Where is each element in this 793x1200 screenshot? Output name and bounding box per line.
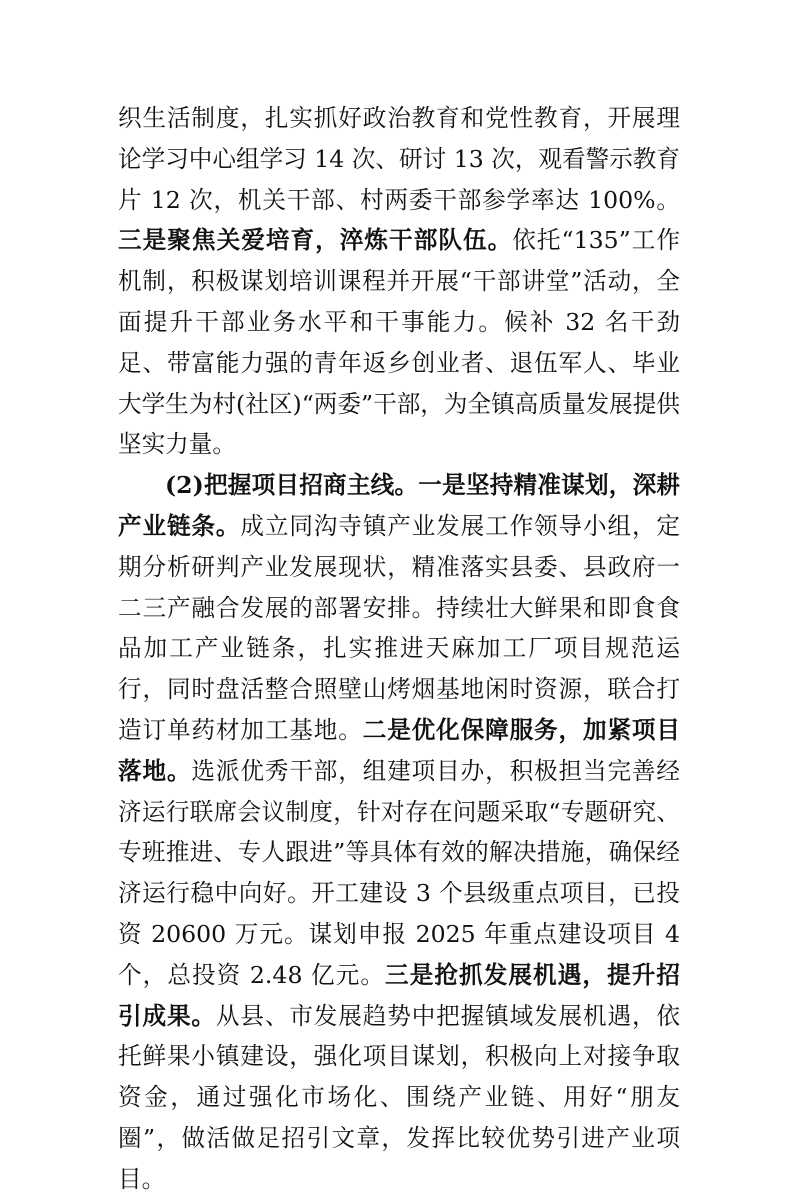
paragraph-2-text-2: 选派优秀干部，组建项目办，积极担当完善经济运行联席会议制度，针对存在问题采取“专题研究、专班推进、专人跟进”等具体有效的解决措施，确保经济运行稳中向好。开工建设 3 个县级重点项目，已投资 20600 万元。谋划申报 2025 年重点建设项目 4 个，总投资 2.48 亿元。 [118,756,681,989]
document-body [118,98,680,1200]
paragraph-2-text-3: 从县、市发展趋势中把握镇域发展机遇，依托鲜果小镇建设，强化项目谋划，积极向上对接争取资金，通过强化市场化、围绕产业链、用好“朋友圈”，做活做足招引文章，发挥比较优势引进产业项目。 [118,1001,681,1193]
paragraph-1-bold-heading: 三是聚焦关爱培育，淬炼干部队伍。 [118,226,513,255]
paragraph-2-bold-heading-2: 二是优化保障服务，加紧项目落地。 [118,715,681,785]
paragraph-1-text-2: 依托“135”工作机制，积极谋划培训课程并开展“干部讲堂”活动，全面提升干部业务水平和干事能力。候补 32 名干劲足、带富能力强的青年返乡创业者、退伍军人、毕业大学生为村(社区)“两委”干部，为全镇高质量发展提供坚实力量。 [118,226,680,459]
paragraph-2-bold-heading-1: (2)把握项目招商主线。一是坚持精准谋划，深耕产业链条。 [118,471,680,540]
paragraph-2 [118,465,680,1199]
paragraph-2-bold-heading-3: 三是抢抓发展机遇，提升招引成果。 [118,960,680,1030]
paragraph-2-text-1: 成立同沟寺镇产业发展工作领导小组，定期分析研判产业发展现状，精准落实县委、县政府一二三产融合发展的部署安排。持续壮大鲜果和即食食品加工产业链条，扎实推进天麻加工厂项目规范运行，同时盘活整合照壁山烤烟基地闲时资源，联合打造订单药材加工基地。 [118,511,681,744]
paragraph-1-text-1: 织生活制度，扎实抓好政治教育和党性教育，开展理论学习中心组学习 14 次、研讨 13 次，观看警示教育片 12 次，机关干部、村两委干部参学率达 100%。 [118,104,680,214]
paragraph-1 [118,98,680,465]
